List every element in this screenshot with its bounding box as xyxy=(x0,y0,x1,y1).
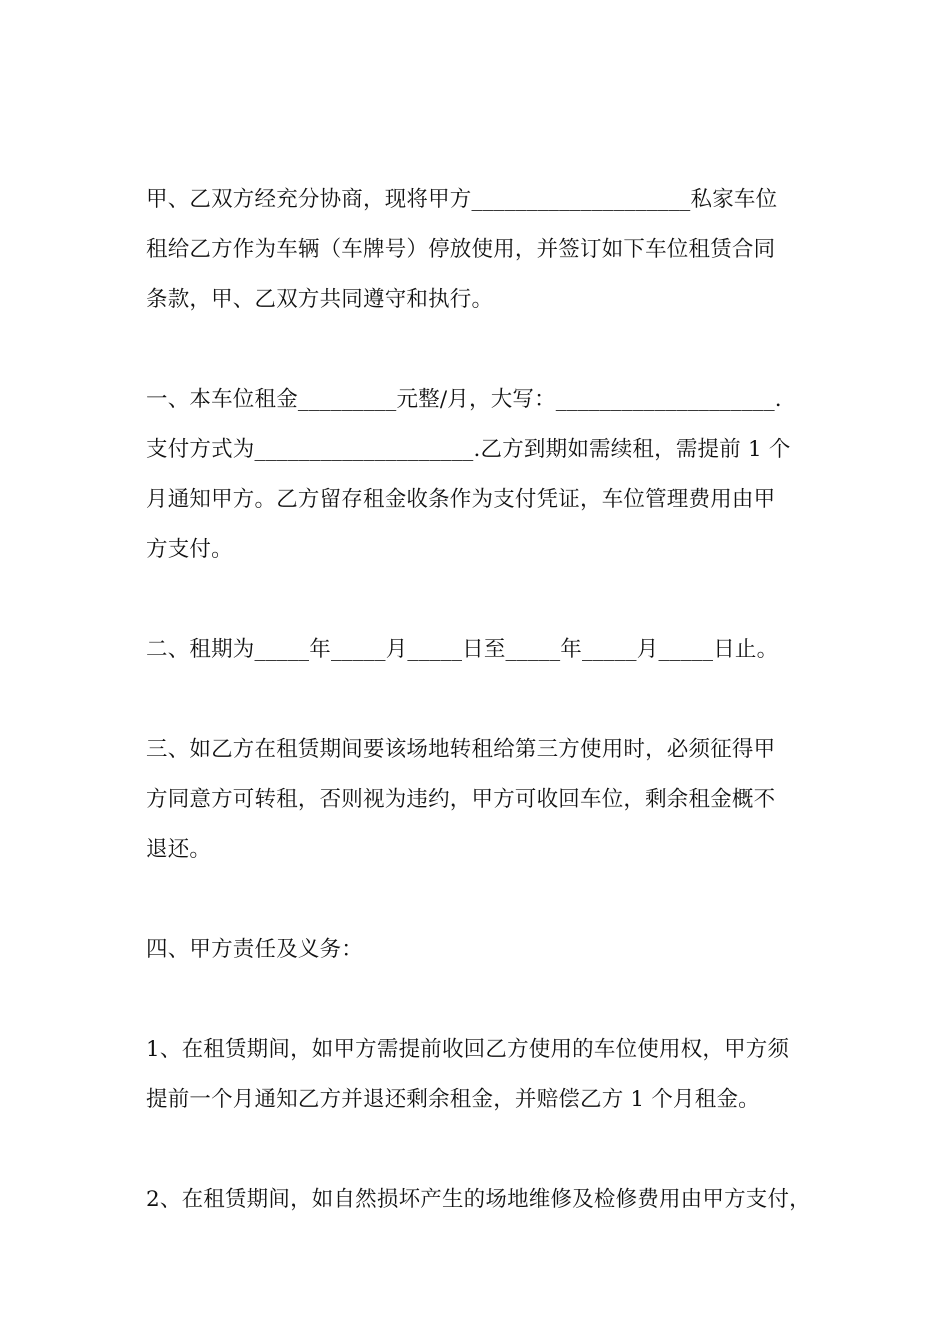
clause-1-line-1: 一、本车位租金_________元整/月，大写：____________________. xyxy=(146,387,782,412)
clause-1-line-4: 方支付。 xyxy=(146,537,233,562)
item-2-line-1: 2、在租赁期间，如自然损坏产生的场地维修及检修费用由甲方支付， xyxy=(146,1187,811,1212)
clause-1-line-2: 支付方式为____________________.乙方到期如需续租，需提前 1 个 xyxy=(146,437,791,462)
clause-4-heading: 四、甲方责任及义务： xyxy=(146,937,364,962)
item-1-line-2: 提前一个月通知乙方并退还剩余租金，并赔偿乙方 1 个月租金。 xyxy=(146,1087,760,1112)
intro-line-2: 租给乙方作为车辆（车牌号）停放使用，并签订如下车位租赁合同 xyxy=(146,237,776,262)
intro-line-1: 甲、乙双方经充分协商，现将甲方____________________私家车位 xyxy=(146,187,778,212)
clause-3-line-1: 三、如乙方在租赁期间要该场地转租给第三方使用时，必须征得甲 xyxy=(146,737,776,762)
clause-3-line-3: 退还。 xyxy=(146,837,212,862)
clause-2-line-1: 二、租期为_____年_____月_____日至_____年_____月_____日止。 xyxy=(146,637,779,662)
intro-line-3: 条款，甲、乙双方共同遵守和执行。 xyxy=(146,287,494,312)
item-1-line-1: 1、在租赁期间，如甲方需提前收回乙方使用的车位使用权，甲方须 xyxy=(146,1037,790,1062)
clause-3-line-2: 方同意方可转租，否则视为违约，甲方可收回车位，剩余租金概不 xyxy=(146,787,776,812)
clause-1-line-3: 月通知甲方。乙方留存租金收条作为支付凭证，车位管理费用由甲 xyxy=(146,487,776,512)
